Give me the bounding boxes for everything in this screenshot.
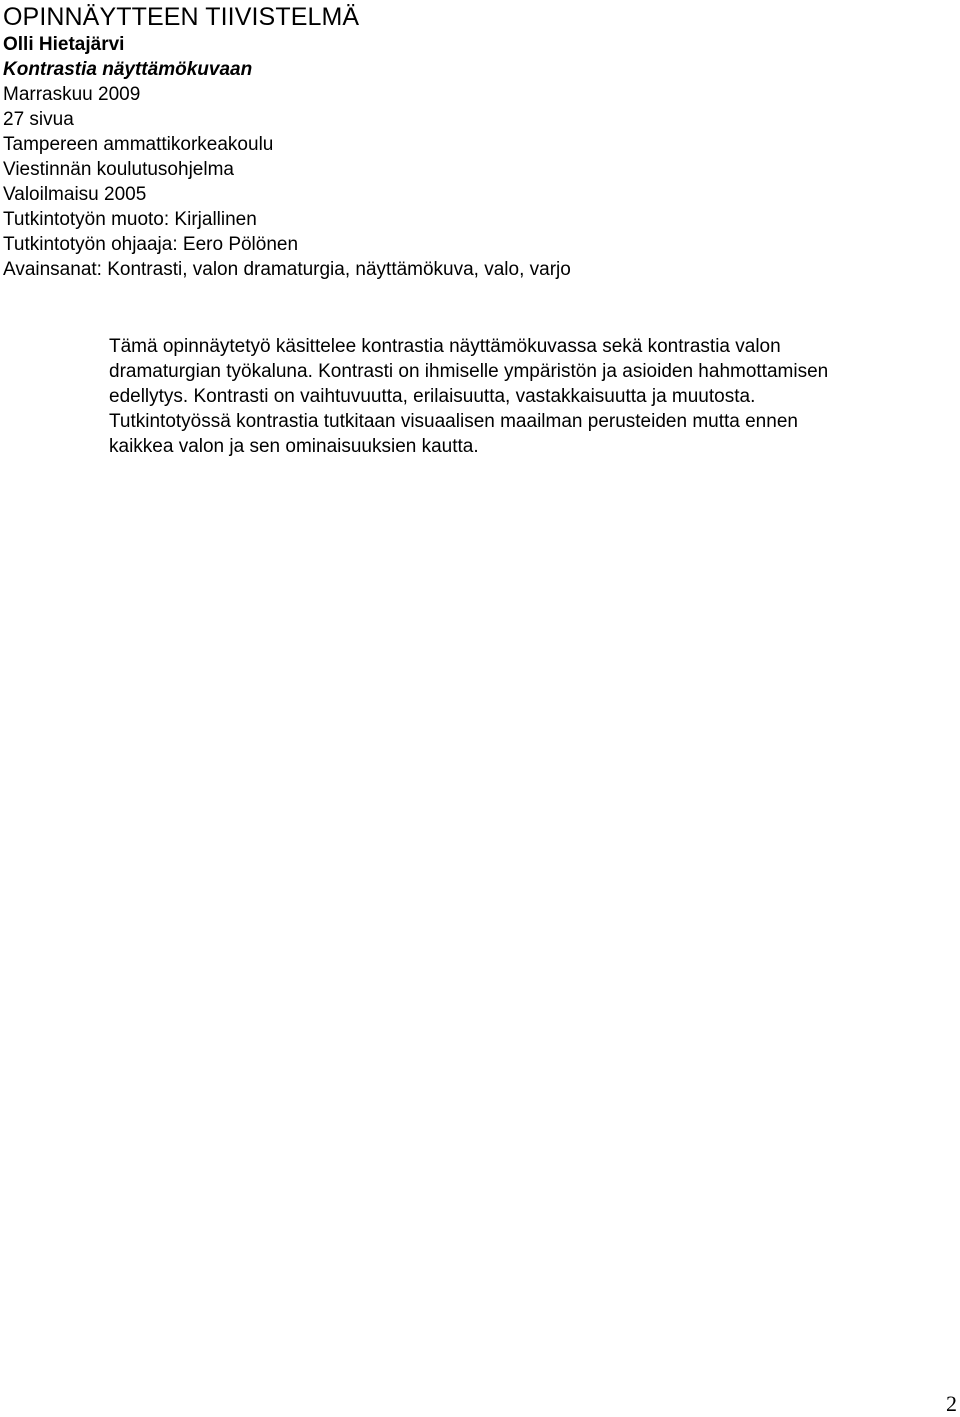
page-count: 27 sivua <box>3 109 74 130</box>
degree-programme: Viestinnän koulutusohjelma <box>3 159 234 180</box>
page-title: OPINNÄYTTEEN TIIVISTELMÄ <box>3 3 360 31</box>
school-name: Tampereen ammattikorkeakoulu <box>3 134 274 155</box>
abstract-line: edellytys. Kontrasti on vaihtuvuutta, erilaisuutta, vastakkaisuutta ja muutosta. <box>109 386 756 407</box>
specialisation: Valoilmaisu 2005 <box>3 184 147 205</box>
thesis-supervisor: Tutkintotyön ohjaaja: Eero Pölönen <box>3 234 299 255</box>
abstract-line: Tutkintotyössä kontrastia tutkitaan visuaalisen maailman perusteiden mutta ennen <box>109 411 798 432</box>
thesis-metadata <box>3 32 571 282</box>
page-number: 2 <box>946 1391 957 1416</box>
abstract-line: dramaturgian työkaluna. Kontrasti on ihmiselle ympäristön ja asioiden hahmottamisen <box>109 361 829 382</box>
abstract-text <box>109 334 957 459</box>
thesis-title: Kontrastia näyttämökuvaan <box>3 59 253 80</box>
publication-date: Marraskuu 2009 <box>3 84 141 105</box>
thesis-type: Tutkintotyön muoto: Kirjallinen <box>3 209 257 230</box>
abstract-line: kaikkea valon ja sen ominaisuuksien kautta. <box>109 436 479 457</box>
author-name: Olli Hietajärvi <box>3 34 125 55</box>
keywords: Avainsanat: Kontrasti, valon dramaturgia, näyttämökuva, valo, varjo <box>3 259 571 280</box>
abstract-line: Tämä opinnäytetyö käsittelee kontrastia näyttämökuvassa sekä kontrastia valon <box>109 336 781 357</box>
